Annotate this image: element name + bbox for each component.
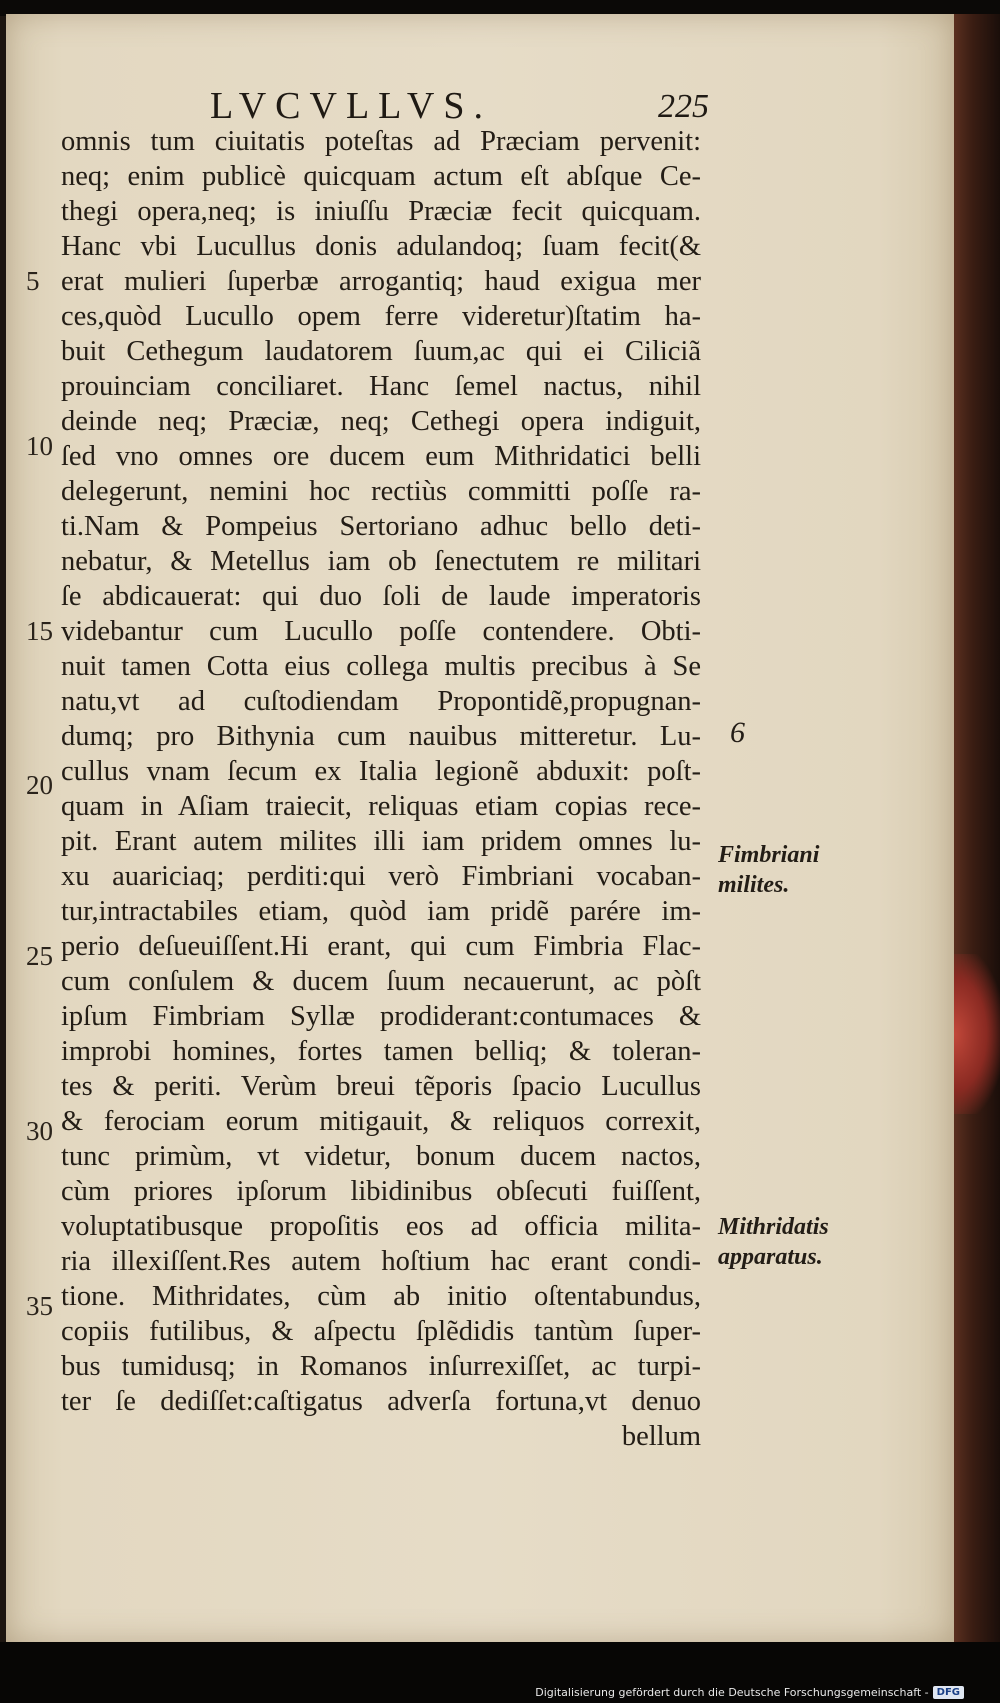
text-line: copiis futilibus, & aſpectu ſplẽdidis tantùm ſuper-: [61, 1316, 701, 1347]
text-line: & ferociam eorum mitigauit, & reliquos correxit,: [61, 1106, 701, 1137]
text-line: erat mulieri ſuperbæ arrogantiq; haud exigua mer: [61, 266, 701, 297]
digitization-credit: [535, 1686, 964, 1699]
line-number: 5: [26, 266, 40, 296]
text-line: ter ſe dediſſet:caſtigatus adverſa fortuna,vt denuo: [61, 1386, 701, 1417]
text-line: tur,intractabiles etiam, quòd iam pridẽ parére im-: [61, 896, 701, 927]
text-line: ipſum Fimbriam Syllæ prodiderant:contumaces &: [61, 1001, 701, 1032]
dfg-logo: DFG: [933, 1686, 964, 1699]
text-line: dumq; pro Bithynia cum nauibus mitteretur. Lu-: [61, 721, 701, 752]
text-line: Hanc vbi Lucullus donis adulandoq; ſuam fecit(&: [61, 231, 701, 262]
text-line: quam in Aſiam traiecit, reliquas etiam copias rece-: [61, 791, 701, 822]
text-line: cùm priores ipſorum libidinibus obſecuti fuiſſent,: [61, 1176, 701, 1207]
line-number: 30: [26, 1116, 53, 1146]
line-number: 15: [26, 616, 53, 646]
text-line: nuit tamen Cotta eius collega multis precibus à Se: [61, 651, 701, 682]
scan-right-edge: [954, 14, 1000, 1642]
text-line: voluptatibusque propoſitis eos ad officia milita-: [61, 1211, 701, 1242]
text-line: thegi opera,neq; is iniuſſu Præciæ fecit quicquam.: [61, 196, 701, 227]
text-line: natu,vt ad cuſtodiendam Propontidẽ,propugnan-: [61, 686, 701, 717]
text-line: videbantur cum Lucullo poſſe contendere. Obti-: [61, 616, 701, 647]
text-line: nebatur, & Metellus iam ob ſenectutem re militari: [61, 546, 701, 577]
page-number: 225: [658, 88, 709, 125]
line-number: 10: [26, 431, 53, 461]
text-line: pit. Erant autem milites illi iam pridem omnes lu-: [61, 826, 701, 857]
text-line: cum conſulem & ducem ſuum necauerunt, ac pòſt: [61, 966, 701, 997]
text-line: xu auariciaq; perditi:qui verò Fimbriani vocaban-: [61, 861, 701, 892]
marginal-note: Mithridatis apparatus.: [718, 1214, 829, 1270]
text-line: ria illexiſſent.Res autem hoſtium hac erant condi-: [61, 1246, 701, 1277]
text-line: buit Cethegum laudatorem ſuum,ac qui ei Ciliciã: [61, 336, 701, 367]
section-number: 6: [730, 716, 745, 749]
text-line: ces,quòd Lucullo opem ferre videretur)ſtatim ha-: [61, 301, 701, 332]
text-line: omnis tum ciuitatis poteſtas ad Præciam pervenit:: [61, 126, 701, 157]
running-title: LVCVLLVS.: [210, 85, 492, 127]
line-number: 25: [26, 941, 53, 971]
line-number: 20: [26, 770, 53, 800]
text-line: neq; enim publicè quicquam actum eſt abſque Ce-: [61, 161, 701, 192]
text-line: bus tumidusq; in Romanos inſurrexiſſet, ac turpi-: [61, 1351, 701, 1382]
text-line: improbi homines, fortes tamen belliq; & toleran-: [61, 1036, 701, 1067]
marginal-note: Fimbriani milites.: [718, 842, 820, 898]
text-line: cullus vnam ſecum ex Italia legionẽ abduxit: poſt-: [61, 756, 701, 787]
text-line: ſed vno omnes ore ducem eum Mithridatici belli: [61, 441, 701, 472]
text-line: perio deſueuiſſent.Hi erant, qui cum Fimbria Flac-: [61, 931, 701, 962]
credit-text: Digitalisierung gefördert durch die Deutsche Forschungsgemeinschaft -: [535, 1686, 929, 1699]
text-line: tione. Mithridates, cùm ab initio oſtentabundus,: [61, 1281, 701, 1312]
text-line: ſe abdicauerat: qui duo ſoli de laude imperatoris: [61, 581, 701, 612]
catchword: bellum: [621, 1421, 701, 1452]
text-line: ti.Nam & Pompeius Sertoriano adhuc bello deti-: [61, 511, 701, 542]
text-line: prouinciam conciliaret. Hanc ſemel nactus, nihil: [61, 371, 701, 402]
text-line: deinde neq; Præciæ, neq; Cethegi opera indiguit,: [61, 406, 701, 437]
text-line: tes & periti. Verùm breui tẽporis ſpacio Lucullus: [61, 1071, 701, 1102]
line-number: 35: [26, 1291, 53, 1321]
text-line: delegerunt, nemini hoc rectiùs committi poſſe ra-: [61, 476, 701, 507]
text-line: tunc primùm, vt videtur, bonum ducem nactos,: [61, 1141, 701, 1172]
